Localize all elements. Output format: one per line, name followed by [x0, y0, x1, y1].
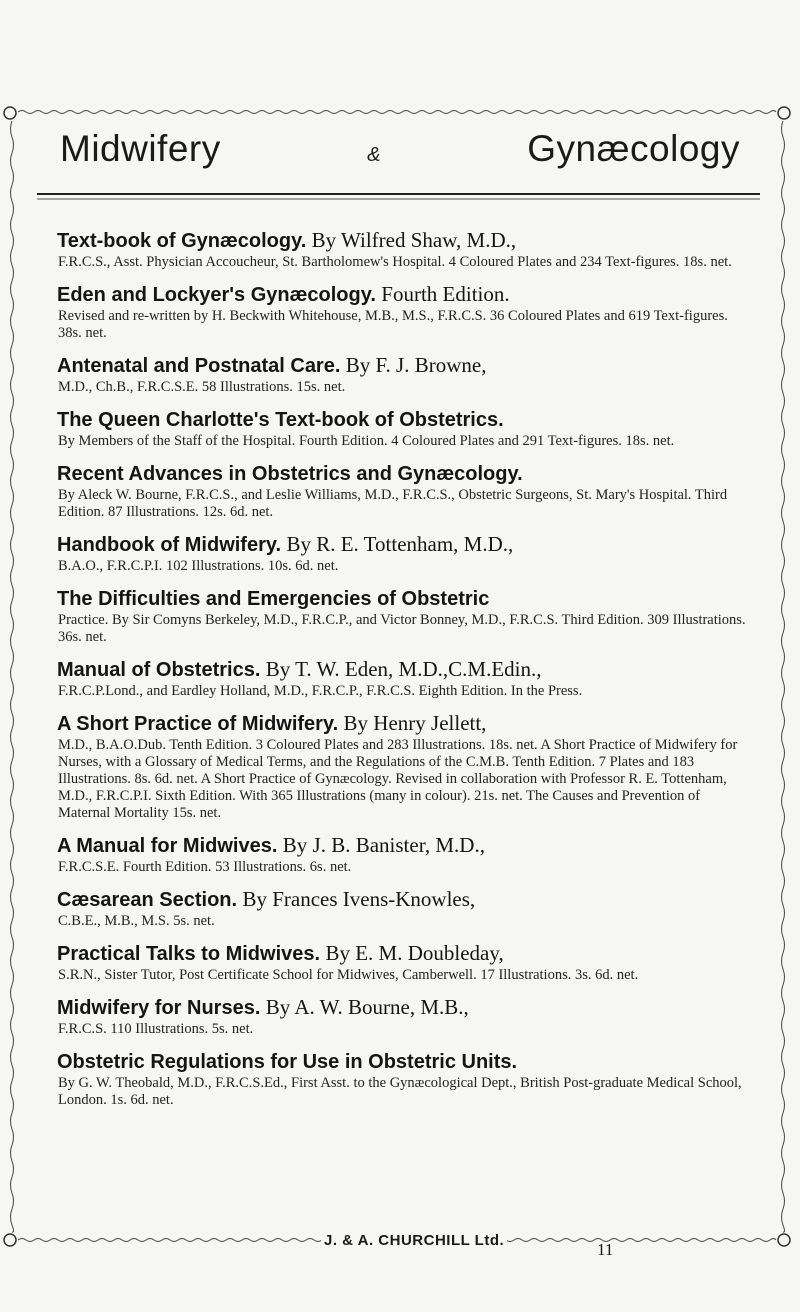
book-details: C.B.E., M.B., M.S. 5s. net. — [58, 913, 215, 929]
book-entry — [57, 532, 747, 575]
book-list — [57, 228, 747, 1120]
book-details: M.D., Ch.B., F.R.C.S.E. 58 Illustrations. 15s. net. — [58, 379, 346, 395]
wavy-border-right — [782, 121, 785, 1232]
ampersand-ornament: & — [367, 144, 381, 166]
book-details: F.R.C.S., Asst. Physician Accoucheur, St. Bartholomew's Hospital. 4 Coloured Plates and 234 Text-figures. 18s. net. — [58, 254, 732, 270]
book-title: Cæsarean Section. — [57, 889, 238, 911]
book-entry — [57, 995, 747, 1038]
book-author: By Henry Jellett, — [343, 711, 487, 735]
book-author: By F. J. Browne, — [345, 353, 487, 377]
book-details: F.R.C.P.Lond., and Eardley Holland, M.D., F.R.C.P., F.R.C.S. Eighth Edition. In the Press. — [58, 683, 583, 699]
page-number: 11 — [597, 1240, 614, 1259]
title-midwifery: Midwifery — [60, 128, 221, 169]
corner-ornament-top-left — [4, 107, 16, 119]
book-title: Obstetric Regulations for Use in Obstetric Units. — [57, 1051, 518, 1073]
book-entry — [57, 353, 747, 396]
book-details: By Members of the Staff of the Hospital. Fourth Edition. 4 Coloured Plates and 291 Text-figures. 18s. net. — [58, 433, 675, 449]
book-title: Manual of Obstetrics. — [57, 659, 261, 681]
book-title: Midwifery for Nurses. — [57, 997, 261, 1019]
book-entry — [57, 657, 747, 700]
book-entry — [57, 282, 747, 342]
book-author: By Wilfred Shaw, M.D., — [311, 228, 517, 252]
book-author: By Frances Ivens-Knowles, — [242, 887, 476, 911]
book-entry — [57, 407, 747, 450]
book-entry — [57, 833, 747, 876]
page-title — [60, 128, 740, 170]
book-author: Fourth Edition. — [381, 282, 510, 306]
book-title: The Queen Charlotte's Text-book of Obstetrics. — [57, 409, 504, 431]
book-entry — [57, 461, 747, 521]
book-details: Practice. By Sir Comyns Berkeley, M.D., F.R.C.P., and Victor Bonney, M.D., F.R.C.S. Third Edition. 309 Illustrations. 36s. net. — [58, 612, 746, 645]
book-details: F.R.C.S.E. Fourth Edition. 53 Illustrations. 6s. net. — [58, 859, 352, 875]
book-entry — [57, 711, 747, 822]
book-title: A Manual for Midwives. — [57, 835, 278, 857]
book-details: F.R.C.S. 110 Illustrations. 5s. net. — [58, 1021, 254, 1037]
book-author: By J. B. Banister, M.D., — [282, 833, 485, 857]
book-details: M.D., B.A.O.Dub. Tenth Edition. 3 Coloured Plates and 283 Illustrations. 18s. net. A Short Practice of Midwifery for Nurses, with a Glossary of Medical Terms, and the Regulations of the C.M.B. Tenth Edition. 7 Plates and 183 Illustrations. 8s. 6d. net. A Short Practice of Gynæcology. Revised in collaboration with Professor R. E. Tottenham, M.D., F.R.C.P.I. Sixth Edition. With 365 Illustrations (many in colour). 21s. net. The Causes and Prevention of Maternal Mortality 15s. net. — [58, 737, 738, 821]
book-entry — [57, 228, 747, 271]
wavy-border-left — [11, 121, 14, 1232]
book-title: Antenatal and Postnatal Care. — [57, 355, 341, 377]
book-author: By R. E. Tottenham, M.D., — [286, 532, 514, 556]
corner-ornament-top-right — [778, 107, 790, 119]
corner-ornament-bottom-left — [4, 1234, 16, 1246]
wavy-border-top — [18, 111, 776, 114]
book-title: Recent Advances in Obstetrics and Gynæcology. — [57, 463, 523, 485]
book-author: By A. W. Bourne, M.B., — [265, 995, 469, 1019]
book-title: Text-book of Gynæcology. — [57, 230, 307, 252]
book-entry — [57, 1049, 747, 1109]
book-details: S.R.N., Sister Tutor, Post Certificate School for Midwives, Camberwell. 17 Illustrations. 3s. 6d. net. — [58, 967, 639, 983]
title-gynaecology: Gynæcology — [527, 128, 740, 169]
book-title: The Difficulties and Emergencies of Obstetric — [57, 588, 490, 610]
book-details: By Aleck W. Bourne, F.R.C.S., and Leslie Williams, M.D., F.R.C.S., Obstetric Surgeons, St. Mary's Hospital. Third Edition. 87 Illustrations. 12s. 6d. net. — [58, 487, 728, 520]
book-title: A Short Practice of Midwifery. — [57, 713, 339, 735]
book-title: Eden and Lockyer's Gynæcology. — [57, 284, 376, 306]
book-author: By T. W. Eden, M.D.,C.M.Edin., — [265, 657, 542, 681]
book-title: Handbook of Midwifery. — [57, 534, 282, 556]
book-details: By G. W. Theobald, M.D., F.R.C.S.Ed., First Asst. to the Gynæcological Dept., British Post-graduate Medical School, London. 1s. 6d. net. — [58, 1075, 742, 1108]
book-details: B.A.O., F.R.C.P.I. 102 Illustrations. 10s. 6d. net. — [58, 558, 339, 574]
book-entry — [57, 941, 747, 984]
book-entry — [57, 586, 747, 646]
book-title: Practical Talks to Midwives. — [57, 943, 321, 965]
corner-ornament-bottom-right — [778, 1234, 790, 1246]
book-author: By E. M. Doubleday, — [325, 941, 504, 965]
book-entry — [57, 887, 747, 930]
book-details: Revised and re-written by H. Beckwith Whitehouse, M.B., M.S., F.R.C.S. 36 Coloured Plates and 619 Text-figures. 38s. net. — [58, 308, 728, 341]
publisher-imprint: J. & A. CHURCHILL Ltd. — [321, 1232, 507, 1249]
